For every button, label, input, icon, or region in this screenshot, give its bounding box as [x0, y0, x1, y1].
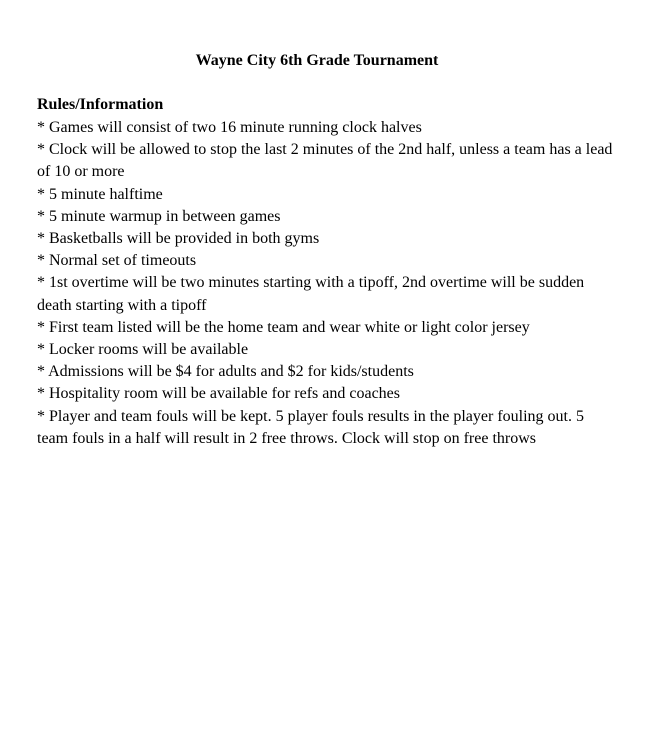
- rule-item: * 5 minute warmup in between games: [37, 207, 281, 225]
- section-heading: Rules/Information: [37, 96, 164, 113]
- rule-item: * Locker rooms will be available: [37, 341, 249, 359]
- rule-item: * Admissions will be $4 for adults and $2 for kids/students: [37, 363, 414, 381]
- page-title: Wayne City 6th Grade Tournament: [195, 52, 439, 69]
- rule-item: * Clock will be allowed to stop the last 2 minutes of the 2nd half, unless a team has a lead of 10 or more: [37, 141, 613, 181]
- rule-item: * 5 minute halftime: [37, 185, 163, 203]
- rule-item: * 1st overtime will be two minutes starting with a tipoff, 2nd overtime will be sudden death starting with a tipoff: [37, 274, 585, 314]
- rule-item: * Games will consist of two 16 minute running clock halves: [37, 119, 422, 136]
- rule-item: * Hospitality room will be available for refs and coaches: [37, 385, 400, 403]
- rule-item: * Player and team fouls will be kept. 5 player fouls results in the player fouling out. 5 team fouls in a half will result in 2 free throws. Clock will stop on free throws: [37, 407, 584, 447]
- rule-item: * Normal set of timeouts: [37, 252, 197, 270]
- rule-item: * First team listed will be the home team and wear white or light color jersey: [37, 318, 530, 336]
- rules-list: [37, 117, 617, 450]
- rule-item: * Basketballs will be provided in both gyms: [37, 230, 320, 248]
